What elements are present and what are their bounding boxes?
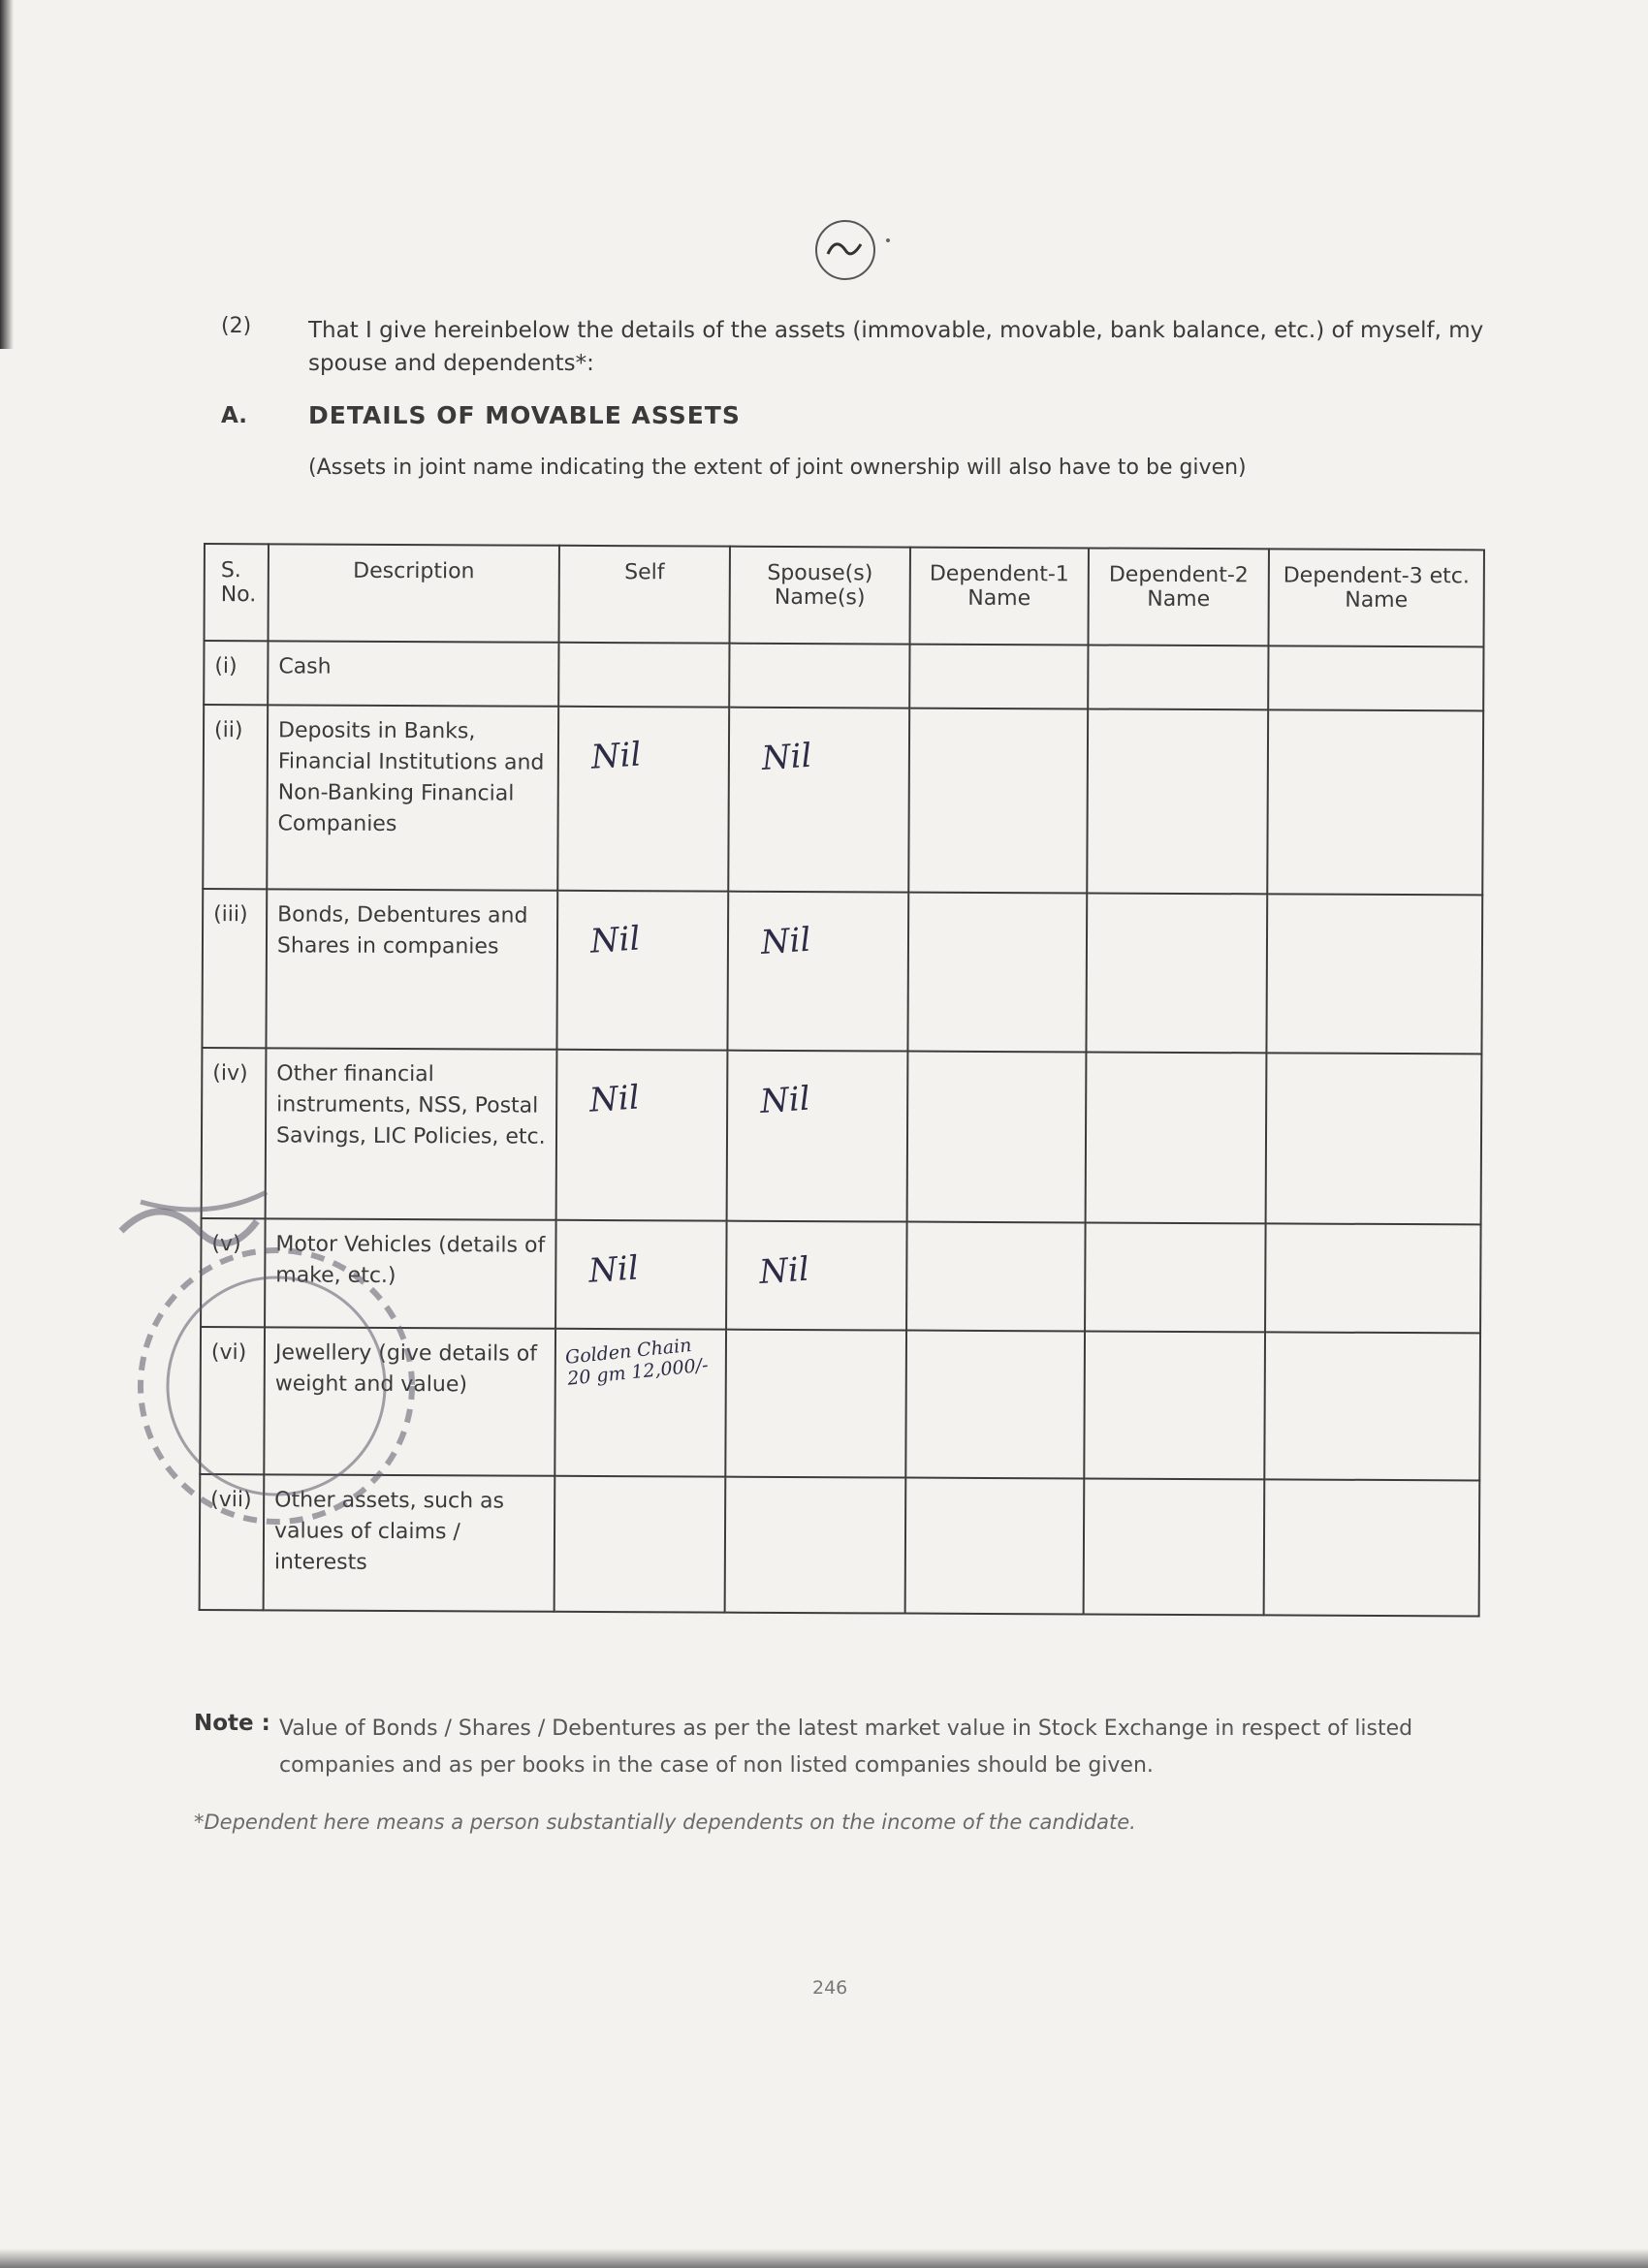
table-row: [203, 705, 1483, 895]
cell-dependent-1: [907, 893, 1087, 1053]
cell-spouse: [725, 1477, 906, 1614]
cell-self: [556, 1050, 728, 1221]
cell-self: [556, 891, 728, 1051]
row-description: Other financial instruments, NSS, Postal Savings, LIC Policies, etc.: [266, 1048, 557, 1219]
section-subtitle: (Assets in joint name indicating the extent of joint ownership will also have to be given): [308, 456, 1247, 480]
row-sno: (iii): [202, 889, 267, 1048]
cell-dependent-3: [1265, 1223, 1481, 1333]
cell-dependent-2: [1087, 709, 1268, 894]
cell-dependent-3: [1264, 1332, 1480, 1480]
row-description: Jewellery (give details of weight and value): [264, 1327, 555, 1475]
cell-dependent-1: [906, 1222, 1086, 1332]
cell-self: [558, 643, 729, 708]
cell-self: [555, 1220, 727, 1330]
cell-self: [555, 1476, 726, 1613]
row-sno: (vii): [200, 1474, 265, 1610]
header-self: Self: [559, 546, 730, 644]
cell-dependent-3: [1264, 1479, 1480, 1616]
handwritten-entry: Nil: [757, 1249, 810, 1292]
page-stamp-icon: [810, 215, 900, 283]
row-description: Other assets, such as values of claims / interests: [264, 1474, 555, 1611]
section-title: DETAILS OF MOVABLE ASSETS: [308, 401, 741, 429]
scan-shadow-left: [0, 0, 14, 349]
header-description: Description: [269, 544, 559, 642]
cell-spouse: [726, 1221, 907, 1331]
scan-shadow-bottom: [0, 2249, 1648, 2268]
page-number: 246: [812, 1977, 848, 1999]
cell-dependent-3: [1267, 709, 1483, 895]
header-dependent-2: Dependent-2 Name: [1088, 548, 1268, 646]
cell-spouse: [728, 708, 909, 893]
footnote: *Dependent here means a person substantially dependents on the income of the candidate.: [194, 1811, 1136, 1834]
cell-dependent-3: [1268, 646, 1483, 710]
cell-dependent-3: [1266, 894, 1482, 1054]
table-row: [202, 889, 1482, 1054]
row-description: Deposits in Banks, Financial Institutions and Non-Banking Financial Companies: [267, 705, 558, 890]
row-sno: (iv): [202, 1048, 267, 1218]
handwritten-entry: [565, 1482, 715, 1513]
paragraph-number: (2): [221, 314, 252, 338]
handwritten-entry: Nil: [587, 1078, 641, 1120]
header-dependent-1: Dependent-1 Name: [909, 548, 1088, 646]
row-description: Cash: [268, 641, 558, 706]
handwritten-entry: Nil: [759, 920, 812, 962]
cell-dependent-2: [1086, 893, 1267, 1053]
handwritten-entry: [569, 648, 719, 679]
row-description: Bonds, Debentures and Shares in companies: [266, 889, 557, 1049]
row-sno: (v): [201, 1218, 266, 1327]
cell-dependent-2: [1086, 1052, 1267, 1223]
cell-spouse: [727, 892, 908, 1052]
cell-dependent-2: [1084, 1331, 1265, 1479]
handwritten-entry: Nil: [758, 1079, 811, 1121]
cell-dependent-2: [1085, 1222, 1266, 1332]
cell-self: [555, 1329, 726, 1477]
handwritten-entry: Nil: [586, 1248, 640, 1291]
handwritten-entry: [736, 1483, 896, 1515]
handwritten-entry: Golden Chain 20 gm 12,000/-: [564, 1334, 710, 1390]
handwritten-entry: Nil: [760, 736, 813, 778]
header-sno: S. No.: [205, 544, 269, 641]
cell-spouse: [727, 1051, 908, 1222]
header-dependent-3: Dependent-3 etc. Name: [1268, 549, 1483, 646]
table-row: [200, 1327, 1480, 1480]
cell-dependent-3: [1266, 1053, 1482, 1224]
cell-dependent-1: [905, 1478, 1085, 1615]
table-row: [200, 1474, 1480, 1616]
handwritten-entry: Nil: [588, 919, 642, 961]
row-sno: (vi): [200, 1327, 265, 1474]
row-description: Motor Vehicles (details of make, etc.): [265, 1218, 556, 1328]
paragraph-text: That I give hereinbelow the details of the assets (immovable, movable, bank balance, etc.) of myself, my spouse and dependents*:: [308, 318, 1484, 376]
note-text: Value of Bonds / Shares / Debentures as per the latest market value in Stock Exchange in respect of listed companies and as per books in the case of non listed companies should be given.: [279, 1717, 1413, 1778]
row-sno: (ii): [203, 705, 268, 889]
handwritten-entry: [736, 1336, 896, 1368]
row-sno: (i): [204, 641, 268, 705]
handwritten-entry: [740, 649, 900, 681]
note-label: Note :: [194, 1711, 270, 1736]
cell-spouse: [725, 1330, 906, 1478]
cell-dependent-1: [905, 1331, 1085, 1479]
cell-dependent-2: [1088, 645, 1268, 709]
handwritten-entry: Nil: [589, 735, 643, 777]
cell-dependent-1: [909, 645, 1088, 709]
cell-dependent-2: [1084, 1478, 1265, 1615]
table-header-row: [205, 544, 1484, 646]
cell-dependent-1: [907, 1052, 1087, 1223]
section-letter: A.: [221, 403, 247, 428]
table-row: [202, 1048, 1482, 1224]
cell-dependent-1: [908, 709, 1088, 894]
cell-spouse: [729, 644, 909, 709]
cell-self: [557, 707, 729, 892]
movable-assets-table: [199, 543, 1485, 1617]
table-row: [201, 1218, 1481, 1333]
table-row: [204, 641, 1483, 710]
header-spouse: Spouse(s) Name(s): [729, 547, 909, 645]
